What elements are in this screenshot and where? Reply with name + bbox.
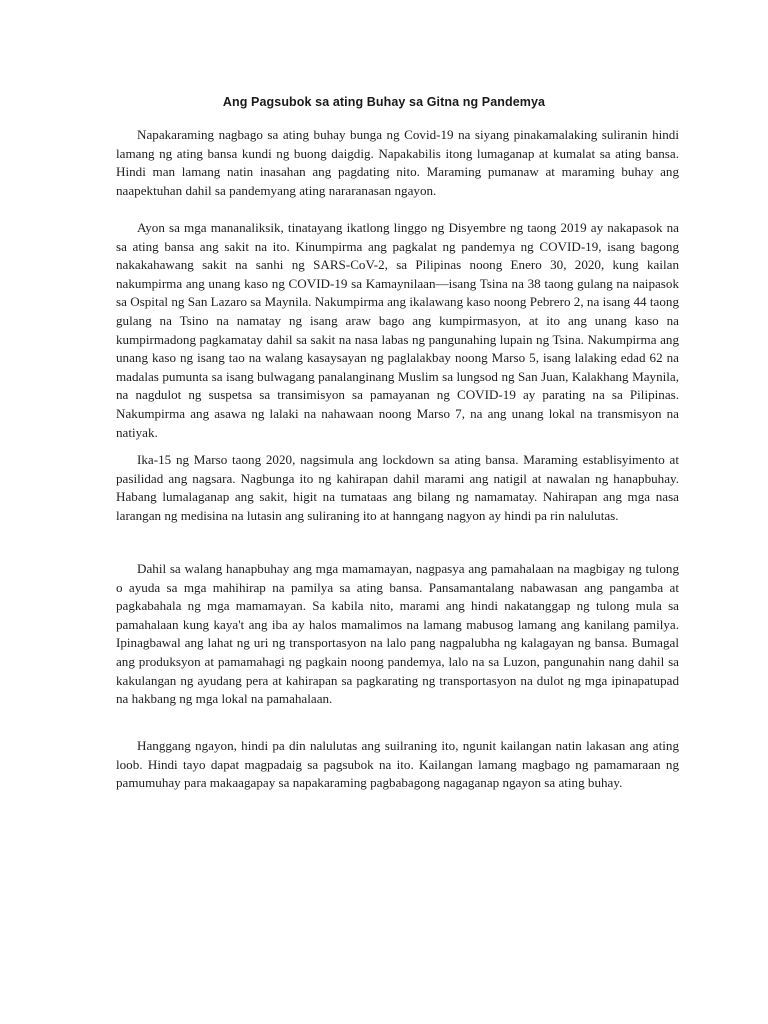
paragraph-1: Napakaraming nagbago sa ating buhay bunga ng Covid-19 na siyang pinakamalaking suliranin hindi lamang ng ating bansa kundi ng buong daigdig. Napakabilis itong lumaganap at kumalat sa ating bansa. Hindi man lamang natin inasahan ang pagdating nito. Maraming pumanaw at maraming buhay ang naapektuhan dahil sa pandemyang ating nararanasan ngayon. xyxy=(116,127,679,198)
document-title: Ang Pagsubok sa ating Buhay sa Gitna ng Pandemya xyxy=(222,95,546,109)
paragraph-4: Dahil sa walang hanapbuhay ang mga mamamayan, nagpasya ang pamahalaan na magbigay ng tulong o ayuda sa mga mahihirap na pamilya sa ating bansa. Pansamantalang nabawasan ang pangamba at pagkabahala ng mga mamamayan. Sa kabila nito, marami ang hindi nakatanggap ng tulong mula sa pamahalaan kung kaya't ang iba ay halos mamalimos na lamang mabusog lamang ang kanilang pamilya. Ipinagbawal ang lahat ng uri ng transportasyon na lalo pang nagpalubha ng kalagayan ng bansa. Bumagal ang produksyon at pamamahagi ng pagkain noong pandemya, lalo na sa Luzon, pangunahin nang dahil sa kakulangan ng ayudang pera at kahirapan sa pagkarating ng transportasyon na dulot ng mga ipinapatupad na hakbang ng mga lokal na pamahalaan. xyxy=(116,561,679,707)
paragraph-3: Ika-15 ng Marso taong 2020, nagsimula ang lockdown sa ating bansa. Maraming establisyimento at pasilidad ang nagsara. Nagbunga ito ng kahirapan dahil marami ang natigil at nawalan ng hanapbuhay. Habang lumalaganap ang sakit, higit na tumataas ang bilang ng namamatay. Nahirapan ang mga nasa larangan ng medisina na lutasin ang suliraning ito at hanngang nagyon ay hindi pa rin nalulutas. xyxy=(116,452,679,523)
paragraph-2: Ayon sa mga mananaliksik, tinatayang ikatlong linggo ng Disyembre ng taong 2019 ay nakapasok na sa ating bansa ang sakit na ito. Kinumpirma ang pagkalat ng pandemya ng COVID-19, isang bagong nakakahawang sakit na sanhi ng SARS-CoV-2, sa Pilipinas noong Enero 30, 2020, kung kailan nakumpirma ang unang kaso ng COVID-19 sa Kamaynilaan—isang Tsina na 38 taong gulang na naipasok sa Ospital ng San Lazaro sa Maynila. Nakumpirma ang ikalawang kaso noong Pebrero 2, na isang 44 taong gulang na Tsino na namatay ng isang araw bago ang kumpirmasyon, at ito ang unang kaso na kumpirmadong pagkamatay dahil sa sakit na nasa labas ng pangunahing lupain ng Tsina. Nakumpirma ang unang kaso ng isang tao na walang kasaysayan ng paglalakbay noong Marso 5, isang lalaking edad 62 na madalas pumunta sa isang bulwagang panalanginang Muslim sa lungsod ng San Juan, Kalakhang Maynila, na nagdulot ng suspetsa sa transimisyon sa pamayanan ng COVID-19 ay parating na sa Pilipinas. Nakumpirma ang asawa ng lalaki na nahawaan noong Marso 7, na ang unang lokal na transmisyon na natiyak. xyxy=(116,220,679,440)
paragraph-5: Hanggang ngayon, hindi pa din nalulutas ang suilraning ito, ngunit kailangan natin lakasan ang ating loob. Hindi tayo dapat magpadaig sa pagsubok na ito. Kailangan lamang magbago ng pamamaraan ng pamumuhay para makaagapay sa napakaraming pagbabagong nagaganap ngayon sa ating buhay. xyxy=(116,738,679,791)
